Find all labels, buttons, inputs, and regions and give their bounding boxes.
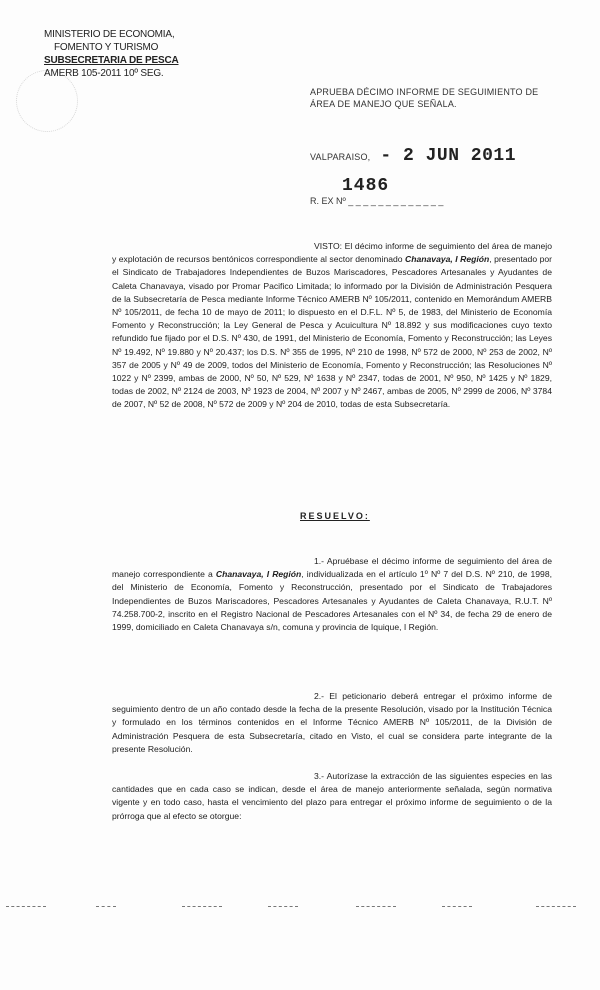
article-2-text: 2.- El peticionario deberá entregar el próximo informe de seguimiento dentro de un año contado desde la fecha de la presente Resolución, visado por la Institución Técnica y formulado en los términos contenidos en el Informe Técnico AMERB Nº 105/2011, de la División de Administración Pesquera de esta Subsecretaría, citado en Visto, el cual se considera parte integrante de la presente Resolución. [112, 691, 552, 754]
rex-label-blank: _ _ _ _ _ _ _ _ _ _ _ _ _ [345, 196, 444, 206]
visto-text-a: VISTO: El décimo informe de seguimiento del área de manejo y explotación de recursos bentónicos correspondiente al sector denominado [112, 241, 552, 265]
resuelvo-heading: RESUELVO: [300, 511, 370, 521]
rex-label-text: R. EX Nº [310, 196, 346, 206]
ministry-name: MINISTERIO DE ECONOMIA, [44, 29, 175, 40]
article-3-text: 3.- Autorízase la extracción de las siguientes especies en las cantidades que en cada caso se indican, desde el área de manejo anteriormente señalada, según normativa vigente y en todo caso, hasta el vencimiento del plazo para entregar el próximo informe de seguimiento o de la prórroga que al efecto se otorgue: [112, 771, 552, 821]
article-3-paragraph [112, 770, 552, 823]
place-date-line [310, 146, 516, 166]
footer-dash [536, 906, 576, 908]
footer-dash [356, 906, 396, 908]
issuing-office-header [44, 28, 234, 80]
article-1-text [112, 555, 552, 634]
footer-dash [268, 906, 298, 908]
footer-dash [182, 906, 222, 908]
footer-dash [6, 906, 46, 908]
file-reference: AMERB 105-2011 10º SEG. [44, 68, 164, 79]
visto-text-b: , presentado por el Sindicato de Trabajadores Independientes de Buzos Mariscadores, Pescadores Artesanales y Ayudantes de Caleta Chanavaya, visado por Promar Pacifico Limitada; lo informado por la División de Administración Pesquera de la Subsecretaría de Pesca mediante Informe Técnico AMERB Nº 105/2011, contenido en Memorándum AMERB Nº 105/2011, de fecha 10 de mayo de 2011; lo dispuesto en el D.F.L. Nº 5, de 1983, del Ministerio de Economía Fomento y Reconstrucción; la Ley General de Pesca y Acuicultura Nº 18.892 y sus modificaciones cuyo texto refundido fue fijado por el D.S. Nº 430, de 1991, del Ministerio de Economía, Fomento y Reconstrucción; las Leyes Nº 19.492, Nº 19.880 y Nº 20.437; los D.S. Nº 355 de 1995, Nº 210 de 1998, Nº 572 de 2000, Nº 253 de 2002, Nº 357 de 2005 y Nº 49 de 2009, todos del Ministerio de Economía, Fomento y Reconstrucción; las Resoluciones Nº 1022 y Nº 2399, ambas de 2000, Nº 50, Nº 529, Nº 1638 y Nº 2347, todas de 2001, Nº 950, Nº 1425 y Nº 1829, todas de 2002, Nº 2124 de 2003, Nº 1923 de 2004, Nº 2007 y Nº 2467, ambas de 2005, Nº 2999 de 2006, Nº 3784 de 2007, Nº 52 de 2008, Nº 572 de 2009 y Nº 204 de 2010, todas de esta Subsecretaría. [112, 254, 552, 410]
ministry-name-cont: FOMENTO Y TURISMO [54, 42, 159, 53]
date-stamp: - 2 JUN 2011 [380, 146, 517, 166]
article-1-text-a: 1.- Apruébase el décimo informe de seguimiento del área de manejo correspondiente a [112, 556, 552, 580]
resolution-number-label [310, 196, 443, 206]
article-1-paragraph [112, 555, 552, 634]
resolution-number-stamp: 1486 [342, 176, 390, 196]
visto-paragraph [112, 240, 552, 412]
footer-dash [96, 906, 116, 908]
place-label: VALPARAISO, [310, 152, 371, 162]
resolution-subject: APRUEBA DÉCIMO INFORME DE SEGUIMIENTO DE ÁREA DE MANEJO QUE SEÑALA. [310, 87, 539, 109]
footer-dash [442, 906, 472, 908]
article-1-text-b: , individualizada en el artículo 1º Nº 7 del D.S. Nº 210, de 1998, del Ministerio de Economía, Fomento y Reconstrucción, presentado por el Sindicato de Trabajadores Independientes de Buzos Mariscadores, Pescadores Artesanales y Ayudantes de Caleta Chanavaya, R.U.T. Nº 74.258.700-2, inscrito en el Registro Nacional de Pescadores Artesanales con el Nº 34, de fecha 29 de enero de 1999, domiciliado en Caleta Chanavaya s/n, comuna y provincia de Iquique, I Región. [112, 569, 552, 633]
visto-sector: Chanavaya, I Región [405, 254, 490, 265]
article-1-sector: Chanavaya, I Región [215, 569, 302, 580]
visto-text [112, 240, 552, 412]
article-2-paragraph [112, 690, 552, 756]
footer-dashed-line [0, 906, 600, 910]
subsecretaria-name: SUBSECRETARIA DE PESCA [44, 55, 179, 66]
